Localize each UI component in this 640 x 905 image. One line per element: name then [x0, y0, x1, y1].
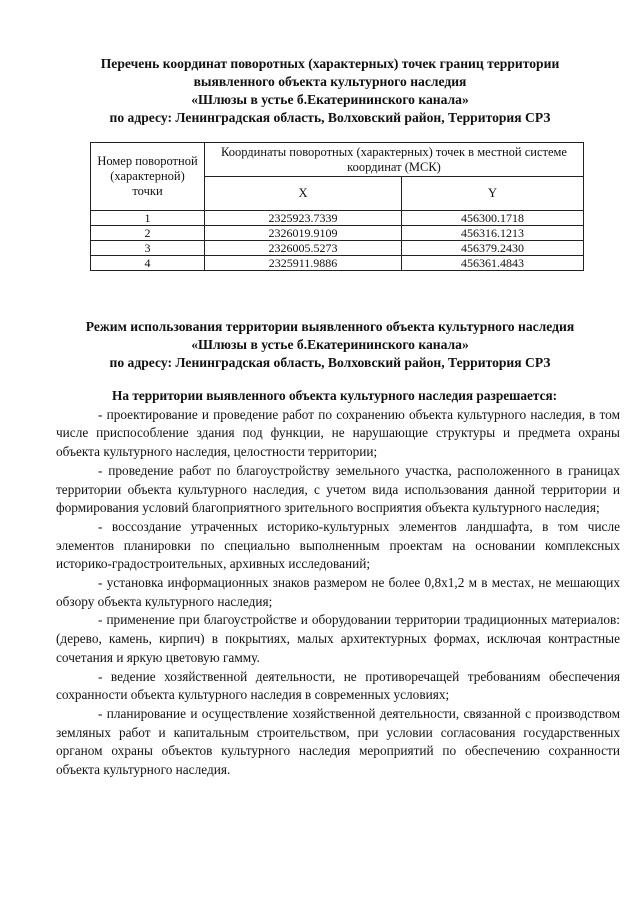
permitted-item: - проектирование и проведение работ по сохранению объекта культурного наследия, в том числе приспособление здания под функции, не нарушающие структуры и предмета охраны объекта культурного наследия, целостности территории; — [56, 406, 620, 460]
table-row — [91, 256, 584, 271]
permitted-item: - установка информационных знаков размером не более 0,8х1,2 м в местах, не мешающих обзору объекта культурного наследия; — [56, 575, 620, 609]
y-cell: 456300.1718 — [402, 211, 584, 226]
y-cell: 456316.1213 — [402, 226, 584, 241]
usage-regime-heading — [40, 318, 620, 372]
x-header: X — [205, 177, 402, 211]
table-row — [91, 211, 584, 226]
x-cell: 2326005.5273 — [205, 241, 402, 256]
heading-line: Перечень координат поворотных (характерных) точек границ территории — [100, 56, 560, 71]
permitted-lead: На территории выявленного объекта культурного наследия разрешается: — [112, 388, 558, 403]
heading-line: «Шлюзы в устье б.Екатерининского канала» — [191, 337, 469, 352]
heading-line: «Шлюзы в устье б.Екатерининского канала» — [191, 92, 469, 107]
permitted-item: - воссоздание утраченных историко-культурных элементов ландшафта, в том числе элементов планировки по специально выполненным проектам на основании комплексных историко-градостроительных, архивных исследований; — [56, 518, 620, 572]
y-cell: 456361.4843 — [402, 256, 584, 271]
point-number-cell: 3 — [91, 241, 205, 256]
heading-line: выявленного объекта культурного наследия — [193, 74, 467, 89]
coordinates-heading — [40, 55, 620, 127]
permitted-item: - планирование и осуществление хозяйственной деятельности, связанной с производством земляных работ и капитальным строительством, при условии согласования государственных органом охраны объектов культурного наследия мероприятий по обеспечению сохранности объекта культурного наследия. — [56, 705, 620, 778]
permitted-item: - ведение хозяйственной деятельности, не противоречащей требованиям обеспечения сохранности объекта культурного наследия в современных условиях; — [56, 668, 620, 703]
point-number-cell: 4 — [91, 256, 205, 271]
heading-line: по адресу: Ленинградская область, Волховский район, Территория СРЗ — [109, 355, 551, 370]
point-number-header: Номер поворотной (характерной) точки — [91, 143, 205, 211]
x-cell: 2325923.7339 — [205, 211, 402, 226]
point-number-cell: 1 — [91, 211, 205, 226]
point-number-cell: 2 — [91, 226, 205, 241]
coordinates-table — [90, 142, 584, 271]
coordinates-header: Координаты поворотных (характерных) точек в местной системе координат (МСК) — [205, 143, 584, 177]
heading-line: по адресу: Ленинградская область, Волховский район, Территория СРЗ — [109, 110, 551, 125]
permitted-item: - применение при благоустройстве и оборудовании территории традиционных материалов: (дерево, камень, кирпич) в покрытиях, малых архитектурных формах, исключая контрастные сочетания и яркую цветовую гамму. — [56, 612, 620, 665]
heading-line: Режим использования территории выявленного объекта культурного наследия — [85, 319, 575, 334]
x-cell: 2326019.9109 — [205, 226, 402, 241]
y-header: Y — [402, 177, 584, 211]
usage-regime-body — [56, 387, 620, 780]
x-cell: 2325911.9886 — [205, 256, 402, 271]
y-cell: 456379.2430 — [402, 241, 584, 256]
table-row — [91, 241, 584, 256]
permitted-item: - проведение работ по благоустройству земельного участка, расположенного в границах территории объекта культурного наследия, с учетом вида использования данной территории и формирования условий благоприятного зрительного восприятия объекта культурного наследия; — [56, 462, 620, 516]
table-row — [91, 226, 584, 241]
